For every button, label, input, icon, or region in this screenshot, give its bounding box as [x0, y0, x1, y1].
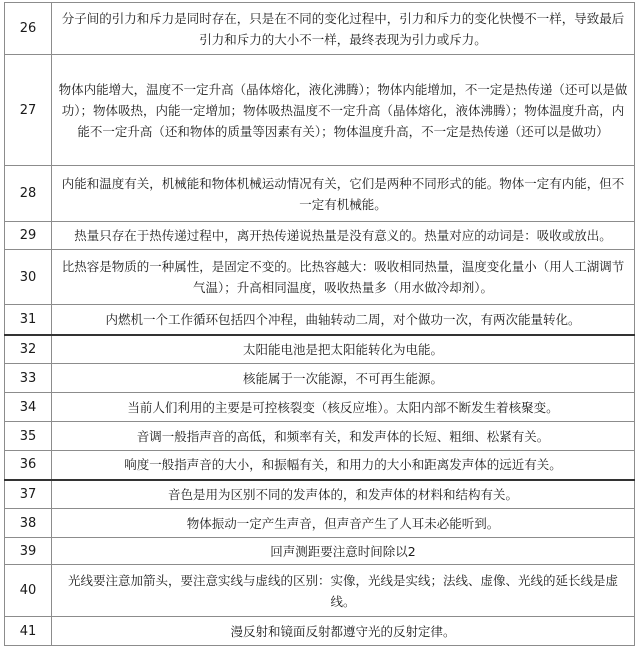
row-number: 33 — [5, 364, 52, 393]
row-number: 36 — [5, 451, 52, 480]
row-text: 内能和温度有关，机械能和物体机械运动情况有关，它们是两种不同形式的能。物体一定有内能，但不一定有机械能。 — [52, 166, 635, 222]
table-row — [5, 565, 635, 617]
table-row — [5, 480, 635, 509]
row-number: 28 — [5, 166, 52, 222]
row-text: 漫反射和镜面反射都遵守光的反射定律。 — [52, 617, 635, 646]
row-number: 30 — [5, 250, 52, 305]
table-row — [5, 250, 635, 305]
row-text: 光线要注意加箭头，要注意实线与虚线的区别：实像，光线是实线；法线、虚像、光线的延长线是虚线。 — [52, 565, 635, 617]
row-number: 34 — [5, 393, 52, 422]
row-text: 物体内能增大，温度不一定升高（晶体熔化，液化沸腾）；物体内能增加，不一定是热传递（还可以是做功）；物体吸热，内能一定增加；物体吸热温度不一定升高（晶体熔化，液体沸腾）；物体温度升高，内能不一定升高（还和物体的质量等因素有关）；物体温度升高，不一定是热传递（还可以是做功） — [52, 55, 635, 166]
table-row — [5, 166, 635, 222]
row-text: 核能属于一次能源，不可再生能源。 — [52, 364, 635, 393]
table-row — [5, 422, 635, 451]
row-number: 26 — [5, 3, 52, 55]
table-row — [5, 364, 635, 393]
row-number: 40 — [5, 565, 52, 617]
row-text: 当前人们利用的主要是可控核裂变（核反应堆）。太阳内部不断发生着核聚变。 — [52, 393, 635, 422]
table-row — [5, 451, 635, 480]
row-text: 物体振动一定产生声音，但声音产生了人耳未必能听到。 — [52, 509, 635, 538]
row-text: 太阳能电池是把太阳能转化为电能。 — [52, 335, 635, 364]
row-number: 37 — [5, 480, 52, 509]
row-text: 比热容是物质的一种属性，是固定不变的。比热容越大：吸收相同热量，温度变化量小（用人工湖调节气温）；升高相同温度，吸收热量多（用水做冷却剂）。 — [52, 250, 635, 305]
row-text: 热量只存在于热传递过程中，离开热传递说热量是没有意义的。热量对应的动词是：吸收或放出。 — [52, 222, 635, 250]
row-text: 分子间的引力和斥力是同时存在，只是在不同的变化过程中，引力和斥力的变化快慢不一样，导致最后引力和斥力的大小不一样，最终表现为引力或斥力。 — [52, 3, 635, 55]
table-row — [5, 617, 635, 646]
row-text: 内燃机一个工作循环包括四个冲程，曲轴转动二周，对个做功一次，有两次能量转化。 — [52, 305, 635, 335]
row-text: 响度一般指声音的大小，和振幅有关，和用力的大小和距离发声体的远近有关。 — [52, 451, 635, 480]
row-number: 35 — [5, 422, 52, 451]
table-row — [5, 393, 635, 422]
row-number: 29 — [5, 222, 52, 250]
table-row — [5, 538, 635, 565]
row-number: 41 — [5, 617, 52, 646]
knowledge-table — [4, 2, 635, 646]
row-number: 32 — [5, 335, 52, 364]
table-row — [5, 55, 635, 166]
table-row — [5, 222, 635, 250]
table-row — [5, 3, 635, 55]
row-number: 27 — [5, 55, 52, 166]
row-number: 38 — [5, 509, 52, 538]
row-text: 音调一般指声音的高低，和频率有关，和发声体的长短、粗细、松紧有关。 — [52, 422, 635, 451]
table-row — [5, 509, 635, 538]
row-number: 31 — [5, 305, 52, 335]
table-row — [5, 305, 635, 335]
table-row — [5, 335, 635, 364]
row-number: 39 — [5, 538, 52, 565]
row-text: 回声测距要注意时间除以2 — [52, 538, 635, 565]
row-text: 音色是用为区别不同的发声体的，和发声体的材料和结构有关。 — [52, 480, 635, 509]
